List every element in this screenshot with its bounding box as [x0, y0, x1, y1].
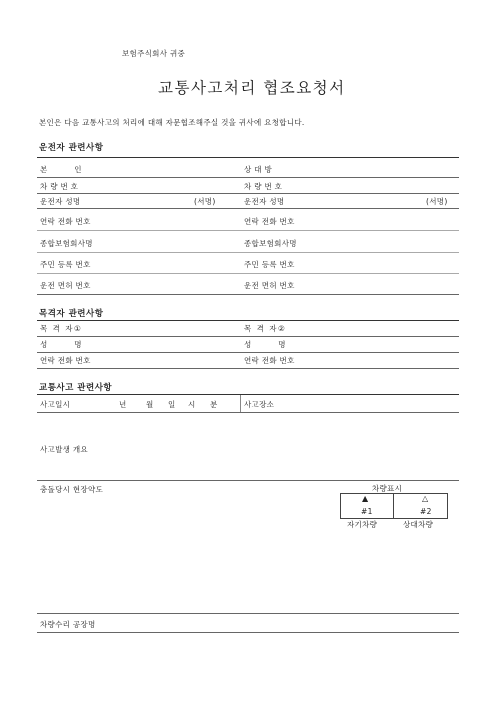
- other-vehicle-label: 상대차량: [403, 520, 434, 529]
- row-rule: [37, 368, 459, 369]
- own-vehicle-number: #1: [361, 507, 373, 516]
- other-vehicle-symbol-icon: △: [422, 494, 429, 503]
- witness1-phone-label: 연락 전화 번호: [40, 356, 91, 365]
- other-vehicle-number: #2: [420, 507, 432, 516]
- other-insurer-label: 종합보험회사명: [244, 239, 297, 248]
- repair-shop-label: 차량수리 공장명: [40, 620, 96, 629]
- row-rule: [37, 336, 459, 337]
- witness2-label: 목 격 자②: [244, 324, 287, 333]
- own-vehicle-label: 자기차량: [347, 520, 378, 529]
- row-rule: [37, 177, 459, 178]
- unit-year: 년: [119, 400, 127, 409]
- self-header: 본 인: [40, 165, 82, 174]
- self-license-number-label: 운전 면허 번호: [40, 281, 91, 290]
- witness1-name-label: 성 명: [40, 340, 82, 349]
- self-signature-mark: (서명): [194, 197, 216, 206]
- row-rule: [37, 412, 459, 413]
- unit-day: 일: [168, 400, 176, 409]
- other-party-header: 상 대 방: [244, 165, 273, 174]
- other-signature-mark: (서명): [426, 197, 448, 206]
- witness2-phone-label: 연락 전화 번호: [244, 356, 295, 365]
- vehicle-legend-divider: [393, 494, 394, 518]
- collision-sketch-label: 충돌당시 현장약도: [40, 485, 104, 494]
- vehicle-legend-box: [340, 493, 448, 519]
- accident-section-heading: 교통사고 관련사항: [39, 383, 113, 393]
- row-rule: [37, 273, 459, 274]
- intro-text: 본인은 다음 교통사고의 처리에 대해 자문협조해주실 것을 귀사에 요청합니다.: [39, 118, 305, 127]
- self-vehicle-number-label: 차 량 번 호: [40, 182, 79, 191]
- unit-minute: 분: [210, 400, 218, 409]
- witness1-label: 목 격 자①: [40, 324, 83, 333]
- witness-section-heading: 목격자 관련사항: [39, 309, 104, 319]
- row-rule: [37, 208, 459, 209]
- accident-top-rule: [37, 394, 459, 395]
- datetime-place-divider: [240, 395, 241, 413]
- accident-summary-label: 사고발생 개요: [40, 445, 88, 454]
- row-rule: [37, 193, 459, 194]
- bottom-rule: [37, 632, 459, 633]
- own-vehicle-symbol-icon: ▲: [362, 494, 369, 503]
- witness2-name-label: 성 명: [244, 340, 286, 349]
- row-rule: [37, 613, 459, 614]
- self-driver-name-label: 운전자 성명: [40, 197, 81, 206]
- row-rule: [37, 480, 459, 481]
- other-license-number-label: 운전 면허 번호: [244, 281, 295, 290]
- row-rule: [37, 230, 459, 231]
- other-driver-name-label: 운전자 성명: [244, 197, 285, 206]
- other-resident-number-label: 주민 등록 번호: [244, 260, 295, 269]
- driver-top-rule: [37, 157, 459, 158]
- recipient-label: 보험주식회사 귀중: [122, 49, 186, 58]
- page-title: 교통사고처리 협조요청서: [158, 79, 346, 97]
- row-rule: [37, 352, 459, 353]
- other-phone-label: 연락 전화 번호: [244, 217, 295, 226]
- self-phone-label: 연락 전화 번호: [40, 217, 91, 226]
- row-rule: [37, 252, 459, 253]
- accident-datetime-label: 사고일시: [40, 400, 71, 409]
- row-rule: [37, 294, 459, 295]
- self-resident-number-label: 주민 등록 번호: [40, 260, 91, 269]
- driver-section-heading: 운전자 관련사항: [39, 143, 104, 153]
- witness-top-rule: [37, 320, 459, 321]
- other-vehicle-number-label: 차 량 번 호: [244, 182, 283, 191]
- accident-place-label: 사고장소: [244, 400, 275, 409]
- vehicle-legend-title: 차량표시: [372, 484, 403, 493]
- unit-month: 월: [146, 400, 154, 409]
- unit-hour: 시: [188, 400, 196, 409]
- self-insurer-label: 종합보험회사명: [40, 239, 93, 248]
